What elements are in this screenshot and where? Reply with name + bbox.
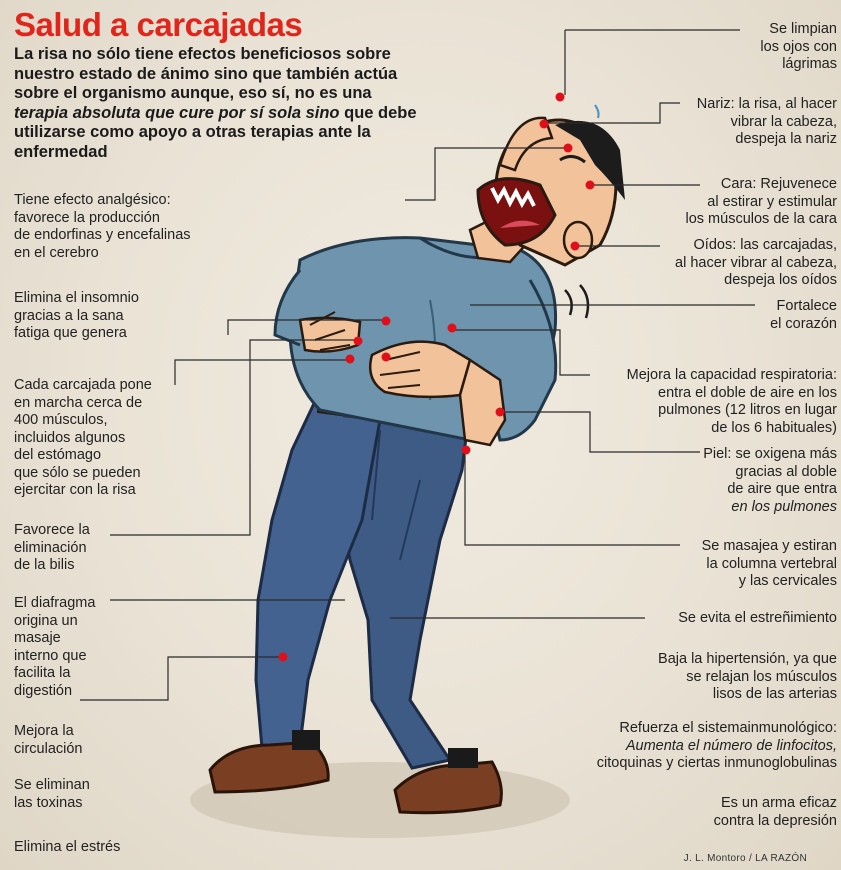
- marker-insomnia: [346, 355, 355, 364]
- subtitle-part2: que debe utilizarse como apoyo a otras terapias ante la enfermedad: [14, 103, 417, 161]
- label-constipation: Se evita el estreñimiento: [678, 610, 837, 626]
- label-toxins: Se eliminan las toxinas: [14, 777, 90, 811]
- marker-circulation: [279, 653, 288, 662]
- marker-muscles: [354, 337, 363, 346]
- label-analgesic: Tiene efecto analgésico: favorece la producción de endorfinas y encefalinas en el cerebro: [14, 192, 191, 261]
- label-bile: Favorece la eliminación de la bilis: [14, 522, 90, 573]
- marker-analgesic: [382, 317, 391, 326]
- marker-cheek: [586, 181, 595, 190]
- label-hypertension: Baja la hipertensión, ya que se relajan los músculos lisos de las arterias: [658, 651, 837, 702]
- label-eyes: Se limpian los ojos con lágrimas: [760, 21, 837, 72]
- left-sock: [292, 730, 320, 750]
- marker-forehead: [564, 144, 573, 153]
- label-ears: Oídos: las carcajadas, al hacer vibrar al cabeza, despeja los oídos: [675, 237, 837, 288]
- vibration-marks: [565, 285, 588, 318]
- label-spine: Se masajea y estiran la columna vertebral y las cervicales: [701, 538, 837, 589]
- label-heart: Fortalece el corazón: [770, 298, 837, 332]
- label-circulation: Mejora la circulación: [14, 723, 83, 757]
- label-insomnia: Elimina el insomnio gracias a la sana fatiga que genera: [14, 290, 139, 341]
- marker-lungs: [382, 353, 391, 362]
- label-diaphragm: El diafragma origina un masaje interno que facilita la digestión: [14, 595, 96, 699]
- label-muscles: Cada carcajada pone en marcha cerca de 400 músculos, incluidos algunos del estómago que sólo se pueden ejercitar con la risa: [14, 377, 152, 498]
- label-respiratory: Mejora la capacidad respiratoria: entra el doble de aire en los pulmones (12 litros en lugar de los 6 habituales): [626, 367, 837, 436]
- label-stress: Elimina el estrés: [14, 839, 121, 855]
- ear: [564, 222, 592, 258]
- label-depression: Es un arma eficaz contra la depresión: [713, 795, 837, 829]
- marker-eyes: [556, 93, 565, 102]
- subtitle: [14, 45, 424, 162]
- page-title: Salud a carcajadas: [14, 6, 303, 43]
- tear-drop: [595, 105, 599, 118]
- marker-skin: [496, 408, 505, 417]
- marker-ear: [571, 242, 580, 251]
- credit: J. L. Montoro / LA RAZÓN: [683, 853, 807, 864]
- subtitle-italic: terapia absoluta que cure por sí sola sino: [14, 103, 340, 122]
- label-skin: Piel: se oxigena más gracias al doble de aire que entra en los pulmones: [703, 446, 837, 515]
- marker-nose: [540, 120, 549, 129]
- label-face: Cara: Rejuvenece al estirar y estimular los músculos de la cara: [685, 176, 837, 227]
- marker-heart: [448, 324, 457, 333]
- marker-spine: [462, 446, 471, 455]
- label-nose: Nariz: la risa, al hacer vibrar la cabeza, despeja la nariz: [696, 96, 837, 147]
- subtitle-part1: La risa no sólo tiene efectos beneficiosos sobre nuestro estado de ánimo sino que también actúa sobre el organismo aunque, eso sí, no es una: [14, 45, 398, 102]
- right-sock: [448, 748, 478, 768]
- jeans: [256, 395, 470, 768]
- label-immune: Refuerza el sistemainmunológico: Aumenta el número de linfocitos, citoquinas y ciertas inmunoglobulinas: [596, 720, 837, 771]
